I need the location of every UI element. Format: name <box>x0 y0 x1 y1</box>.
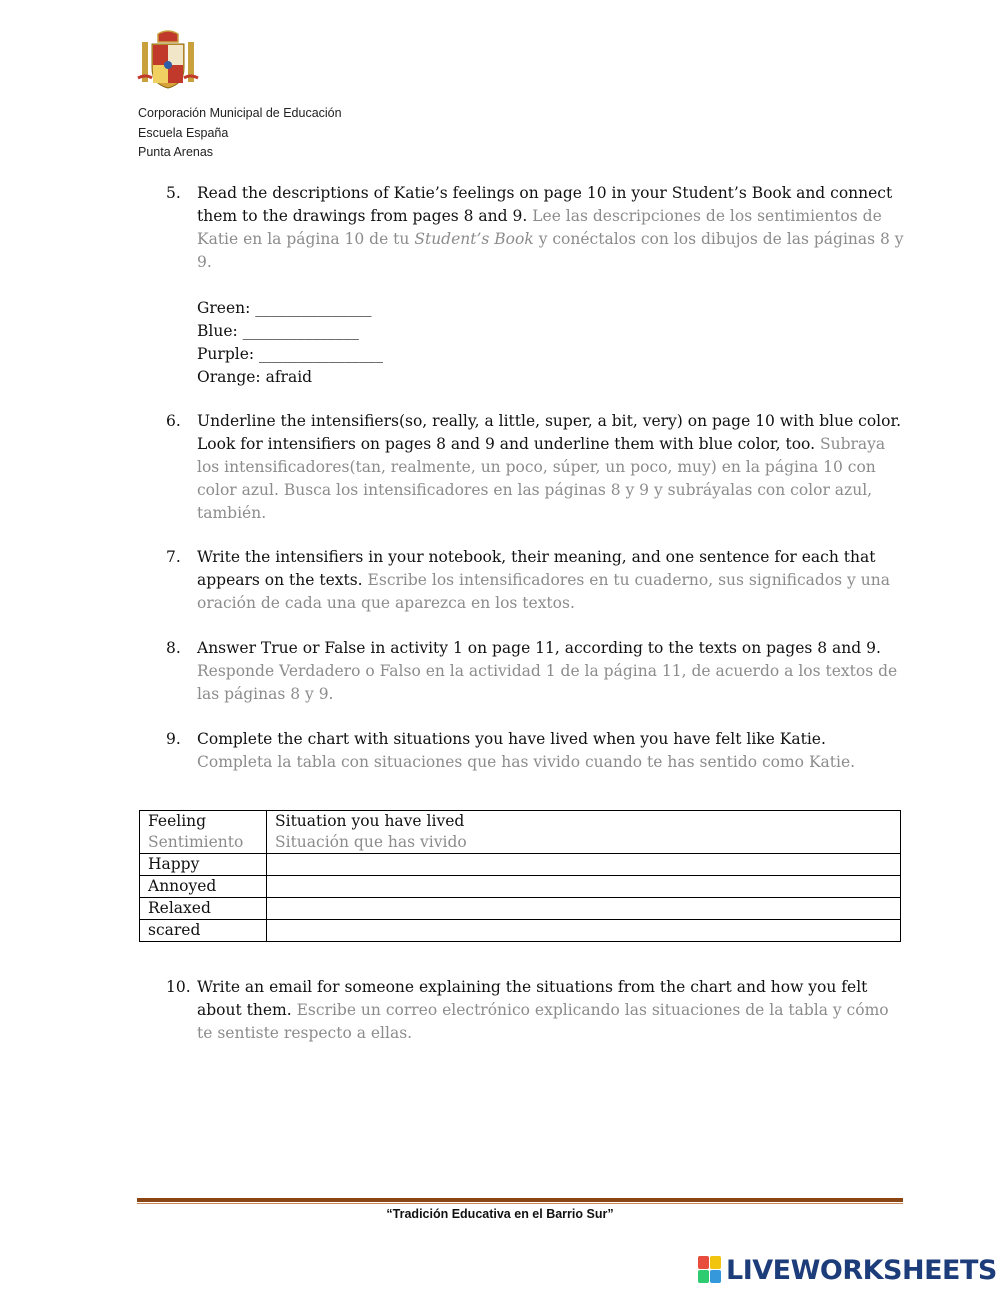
question-text-es: Escribe los intensificadores en tu cuaderno, sus significados y una oración de cada una que aparezca en los textos. <box>197 571 890 612</box>
feelings-chart <box>139 810 901 942</box>
situation-cell[interactable] <box>267 876 901 898</box>
question-text-en: Underline the intensifiers(so, really, a little, super, a bit, very) on page 10 with blue color. Look for intensifiers on pages 8 and 9 and underline them with blue color, too. <box>197 412 902 453</box>
feeling-cell: scared <box>140 920 267 942</box>
question-text-es-end: y conéctalos con los dibujos de las páginas 8 y 9. <box>197 230 904 271</box>
chart-header-row <box>140 811 901 854</box>
chart-header-feeling <box>140 811 267 854</box>
header-feeling-es: Sentimiento <box>148 833 244 851</box>
question-text-es: Escribe un correo electrónico explicando las situaciones de la tabla y cómo te sentiste respecto a ellas. <box>197 1001 889 1042</box>
question-number: 10. <box>166 978 191 996</box>
question-5 <box>166 182 906 274</box>
question-number: 7. <box>166 548 181 566</box>
footer-divider <box>137 1198 903 1202</box>
color-green-answer[interactable]: Green: _______________ <box>197 299 372 317</box>
feeling-cell: Happy <box>140 854 267 876</box>
question-text-es-italic: Student’s Book <box>414 230 534 248</box>
chart-header-situation <box>267 811 901 854</box>
table-row <box>140 920 901 942</box>
situation-cell[interactable] <box>267 898 901 920</box>
question-number: 6. <box>166 412 181 430</box>
feeling-cell: Relaxed <box>140 898 267 920</box>
color-orange-answer: Orange: afraid <box>197 368 313 386</box>
feeling-cell: Annoyed <box>140 876 267 898</box>
color-purple-answer[interactable]: Purple: ________________ <box>197 345 384 363</box>
question-text-en: Write an email for someone explaining the situations from the chart and how you felt about them. <box>197 978 868 1019</box>
question-text-en: Read the descriptions of Katie’s feelings on page 10 in your Student’s Book and connect them to the drawings from pages 8 and 9. <box>197 184 893 225</box>
liveworksheets-brand[interactable] <box>698 1253 997 1287</box>
city-name: Punta Arenas <box>138 145 214 159</box>
question-text-es: Lee las descripciones de los sentimientos de Katie en la página 10 de tu <box>197 207 882 248</box>
situation-cell[interactable] <box>267 854 901 876</box>
question-number: 8. <box>166 639 181 657</box>
question-8 <box>166 637 906 706</box>
color-blue-answer[interactable]: Blue: _______________ <box>197 322 359 340</box>
org-name: Corporación Municipal de Educación <box>138 106 342 120</box>
table-row <box>140 898 901 920</box>
question-number: 9. <box>166 730 181 748</box>
question-text-en: Complete the chart with situations you have lived when you have felt like Katie. <box>197 730 826 748</box>
question-text-es: Subraya los intensificadores(tan, realmente, un poco, súper, un poco, muy) en la página 10 con color azul. Busca los intensificadores en las páginas 8 y 9 y subráyalas con color azul, también. <box>197 435 886 522</box>
question-number: 5. <box>166 184 181 202</box>
color-answer-list <box>197 297 383 389</box>
coat-of-arms-logo <box>136 28 200 92</box>
school-name: Escuela España <box>138 125 229 140</box>
header-situation-es: Situación que has vivido <box>275 833 467 851</box>
table-row <box>140 854 901 876</box>
question-9 <box>166 728 906 774</box>
school-header <box>138 104 342 163</box>
question-text-es: Responde Verdadero o Falso en la actividad 1 de la página 11, de acuerdo a los textos de las páginas 8 y 9. <box>197 662 898 703</box>
liveworksheets-wordmark: LIVEWORKSHEETS <box>726 1254 997 1286</box>
question-text-en: Answer True or False in activity 1 on page 11, according to the texts on pages 8 and 9. <box>197 639 881 657</box>
header-feeling-en: Feeling <box>148 812 207 830</box>
liveworksheets-logo-icon <box>698 1256 722 1284</box>
question-10 <box>166 976 906 1045</box>
header-situation-en: Situation you have lived <box>275 812 465 830</box>
footer-divider-thin <box>137 1203 903 1204</box>
table-row <box>140 876 901 898</box>
school-motto: “Tradición Educativa en el Barrio Sur” <box>386 1207 614 1221</box>
question-text-es: Completa la tabla con situaciones que has vivido cuando te has sentido como Katie. <box>197 753 856 771</box>
question-6 <box>166 410 906 525</box>
situation-cell[interactable] <box>267 920 901 942</box>
question-7 <box>166 546 906 615</box>
question-text-en: Write the intensifiers in your notebook, their meaning, and one sentence for each that appears on the texts. <box>197 548 876 589</box>
